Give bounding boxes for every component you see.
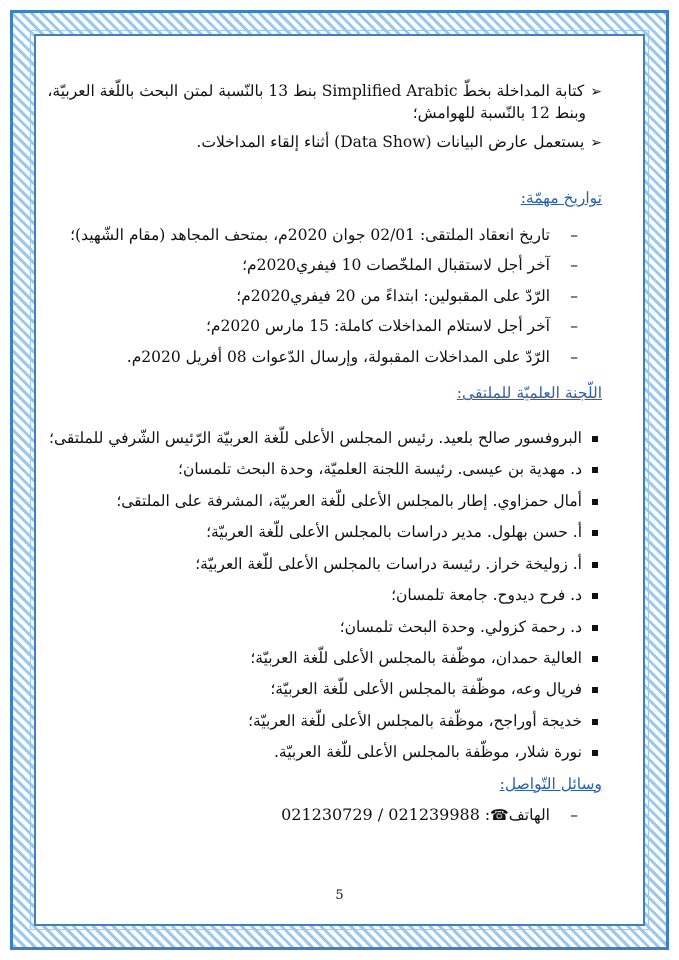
dash-bullet-icon: – [570,347,578,366]
document-body [47,80,602,827]
committee-member: فريال وعه، موظّفة بالمجلس الأعلى للّغة العربيّة؛ [62,678,598,700]
dash-bullet-icon: – [570,286,578,305]
guideline-text-continued: وبنط 12 بالنّسبة للهوامش؛ [412,104,586,123]
square-bullet-icon [592,436,598,442]
list-item: –آخر أجل لاستلام المداخلات كاملة: 15 مارس 2020م؛ [62,315,578,337]
dash-bullet-icon: – [570,806,578,825]
phone-numbers: 021230729 / 021239988 [281,805,480,825]
dates-list [62,224,602,368]
square-bullet-icon [592,656,598,662]
square-bullet-icon [592,499,598,505]
dates-heading: تواريخ مهمّة: [520,189,602,208]
guideline-text: كتابة المداخلة بخطّ Simplified Arabic بنط 13 بالنّسبة لمتن البحث باللّغة العربيّة، [47,82,585,100]
telephone-icon: ☎ [490,806,509,825]
square-bullet-icon [592,625,598,631]
committee-member: د. مهدية بن عيسى. رئيسة اللجنة العلميّة، وحدة البحث تلمسان؛ [62,458,598,480]
list-item: –تاريخ انعقاد الملتقى: 02/01 جوان 2020م، بمتحف المجاهد (مقام الشّهيد)؛ [62,224,578,246]
committee-member: نورة شلار، موظّفة بالمجلس الأعلى للّغة العربيّة. [62,741,598,763]
page-number: 5 [335,888,344,903]
dash-bullet-icon: – [570,256,578,275]
dash-bullet-icon: – [570,225,578,244]
dash-bullet-icon: – [570,317,578,336]
committee-list [49,427,602,764]
square-bullet-icon [592,750,598,756]
guideline-item [62,131,602,153]
square-bullet-icon [592,562,598,568]
committee-heading: اللّجنة العلميّة للملتقى: [456,384,602,403]
committee-member: خديجة أوراجح، موظّفة بالمجلس الأعلى للّغة العربيّة؛ [62,710,598,732]
committee-member: أمال حمزاوي. إطار بالمجلس الأعلى للّغة العربيّة، المشرفة على الملتقى؛ [62,490,598,512]
square-bullet-icon [592,719,598,725]
guideline-item [47,80,602,125]
committee-member: البروفسور صالح بلعيد. رئيس المجلس الأعلى للّغة العربيّة الرّئيس الشّرفي للملتقى؛ [62,427,598,449]
committee-member: أ. حسن بهلول. مدير دراسات بالمجلس الأعلى للّغة العربيّة؛ [62,521,598,543]
square-bullet-icon [592,593,598,599]
arrow-bullet-icon: ➢ [590,134,602,151]
committee-member: د. رحمة كزولي. وحدة البحث تلمسان؛ [62,616,598,638]
square-bullet-icon [592,530,598,536]
committee-member: د. فرح ديدوح. جامعة تلمسان؛ [62,584,598,606]
list-item: –الرّدّ على المقبولين: ابتداءً من 20 فيفري2020م؛ [62,285,578,307]
guideline-text: يستعمل عارض البيانات (Data Show) أثناء إلقاء المداخلات. [196,132,585,151]
phone-line: –الهاتف☎: 021230729 / 021239988 [62,803,602,827]
contact-heading: وسائل التّواصل: [499,774,602,793]
list-item: –الرّدّ على المداخلات المقبولة، وإرسال الدّعوات 08 أفريل 2020م. [62,346,578,368]
list-item: –آخر أجل لاستقبال الملخّصات 10 فيفري2020م؛ [62,254,578,276]
phone-label: الهاتف [508,806,550,825]
arrow-bullet-icon: ➢ [590,84,602,100]
committee-member: أ. زوليخة خراز. رئيسة دراسات بالمجلس الأعلى للّغة العربيّة؛ [62,553,598,575]
square-bullet-icon [592,687,598,693]
committee-member: العالية حمدان، موظّفة بالمجلس الأعلى للّغة العربيّة؛ [62,647,598,669]
square-bullet-icon [592,467,598,473]
